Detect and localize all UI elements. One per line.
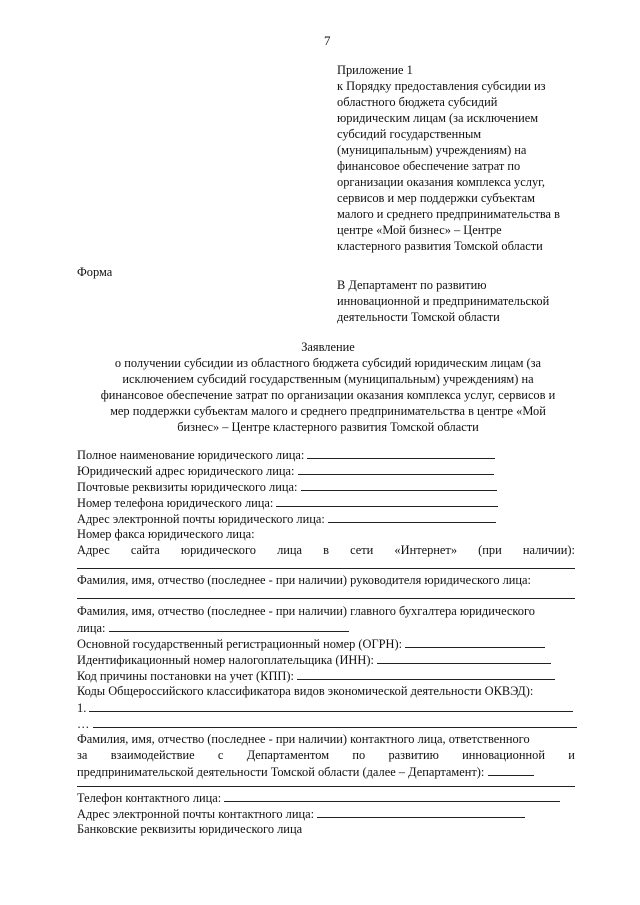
field-label: Полное наименование юридического лица: [77, 448, 305, 462]
appendix-line: центре «Мой бизнес» – Центре [337, 223, 502, 237]
fill-line[interactable] [297, 667, 555, 680]
fill-line[interactable] [405, 635, 545, 648]
contact-word: Департаментом [246, 748, 330, 762]
website-word: наличии): [522, 543, 575, 557]
appendix-line: финансовое обеспечение затрат по [337, 159, 521, 173]
field-label: Юридический адрес юридического лица: [77, 464, 295, 478]
field-okved-label: Коды Общероссийского классификатора видов экономической деятельности ОКВЭД): [77, 684, 534, 698]
contact-word: за [77, 748, 88, 762]
field-contact-email[interactable] [77, 805, 575, 821]
website-fill-line[interactable] [77, 568, 575, 569]
appendix-line: кластерного развития Томской области [337, 239, 543, 253]
field-okved-more[interactable] [77, 715, 575, 731]
appendix-line: организации оказания комплекса услуг, [337, 175, 545, 189]
website-word: в [323, 543, 329, 557]
fill-line[interactable] [301, 478, 497, 491]
field-label: … [77, 717, 90, 731]
subtitle-line: бизнес» – Центре кластерного развития Томской области [177, 420, 479, 434]
appendix-line: малого и среднего предпринимательства в [337, 207, 560, 221]
appendix-line: субсидий государственным [337, 127, 482, 141]
field-label: Телефон контактного лица: [77, 791, 222, 805]
field-contact-phone[interactable] [77, 789, 575, 805]
field-ogrn[interactable] [77, 635, 575, 651]
field-kpp[interactable] [77, 667, 575, 683]
appendix-block [337, 62, 560, 254]
subtitle-line: финансовое обеспечение затрат по организации оказания комплекса услуг, сервисов и [100, 388, 556, 402]
appendix-line: областного бюджета субсидий [337, 95, 498, 109]
appendix-line: Приложение 1 [337, 63, 413, 77]
appendix-line: (муниципальным) учреждениям) на [337, 143, 527, 157]
field-contact-line2 [77, 747, 575, 763]
contact-word: по [352, 748, 366, 762]
contact-word: взаимодействие [110, 748, 195, 762]
fill-line[interactable] [307, 446, 495, 459]
field-contact-label: Фамилия, имя, отчество (последнее - при наличии) контактного лица, ответственного [77, 732, 530, 746]
field-label: предпринимательской деятельности Томской области (далее – Департамент): [77, 765, 485, 779]
contact-word: развитию [388, 748, 439, 762]
appendix-line: сервисов и мер поддержки субъектам [337, 191, 535, 205]
contact-word: с [217, 748, 224, 762]
subtitle-line: о получении субсидии из областного бюджета субсидий юридическим лицам (за [114, 356, 542, 370]
website-word: (при [478, 543, 502, 557]
fill-line[interactable] [298, 462, 494, 475]
website-word: юридического [180, 543, 256, 557]
field-label: Почтовые реквизиты юридического лица: [77, 480, 298, 494]
website-word: сети [350, 543, 374, 557]
field-okved-1[interactable] [77, 699, 575, 715]
field-postal[interactable] [77, 478, 575, 494]
field-website [77, 542, 575, 558]
field-label: Номер факса юридического лица: [77, 527, 255, 541]
field-label: Код причины постановки на учет (КПП): [77, 669, 294, 683]
contact-word: и [568, 748, 575, 762]
field-label: 1. [77, 701, 87, 715]
website-word: лица [277, 543, 303, 557]
fill-line[interactable] [317, 805, 525, 818]
field-bank-label: Банковские реквизиты юридического лица [77, 822, 303, 836]
subtitle-line: исключением субсидий государственным (муниципальным) учреждениям) на [122, 372, 534, 386]
department-line: деятельности Томской области [337, 310, 500, 324]
document-title: Заявление [301, 340, 355, 354]
appendix-line: к Порядку предоставления субсидии из [337, 79, 546, 93]
department-line: инновационной и предпринимательской [337, 294, 550, 308]
field-label: лица: [77, 621, 106, 635]
fill-line[interactable] [488, 763, 534, 776]
field-label: Адрес электронной почты контактного лица: [77, 807, 315, 821]
page-number: 7 [324, 33, 331, 48]
field-legal-address[interactable] [77, 462, 575, 478]
fill-line[interactable] [109, 619, 349, 632]
fill-line[interactable] [328, 510, 496, 523]
field-director-label: Фамилия, имя, отчество (последнее - при наличии) руководителя юридического лица: [77, 573, 531, 587]
website-word: Адрес [77, 543, 110, 557]
field-label: Номер телефона юридического лица: [77, 496, 274, 510]
department-addressee [337, 277, 549, 325]
fill-line[interactable] [89, 699, 573, 712]
fill-line[interactable] [276, 494, 498, 507]
field-contact[interactable] [77, 763, 575, 779]
field-label: Основной государственный регистрационный номер (ОГРН): [77, 637, 403, 651]
fill-line[interactable] [377, 651, 551, 664]
website-word: сайта [130, 543, 160, 557]
contact-fill-line[interactable] [77, 786, 575, 787]
appendix-line: юридическим лицам (за исключением [337, 111, 539, 125]
director-fill-line[interactable] [77, 598, 575, 599]
subtitle-line: мер поддержки субъектам малого и среднего предпринимательства в центре «Мой [110, 404, 546, 418]
contact-word: инновационной [462, 748, 545, 762]
field-email[interactable] [77, 510, 575, 526]
fill-line[interactable] [224, 789, 560, 802]
website-word: «Интернет» [394, 543, 458, 557]
field-inn[interactable] [77, 651, 575, 667]
field-label: Идентификационный номер налогоплательщика (ИНН): [77, 653, 374, 667]
field-full-name[interactable] [77, 446, 575, 462]
department-line: В Департамент по развитию [337, 278, 487, 292]
field-fax[interactable] [77, 526, 575, 542]
form-label: Форма [77, 265, 113, 279]
field-label: Адрес электронной почты юридического лица: [77, 512, 325, 526]
field-accountant[interactable] [77, 619, 575, 635]
fill-line[interactable] [93, 715, 577, 728]
field-accountant-label: Фамилия, имя, отчество (последнее - при наличии) главного бухгалтера юридического [77, 604, 535, 618]
field-phone[interactable] [77, 494, 575, 510]
